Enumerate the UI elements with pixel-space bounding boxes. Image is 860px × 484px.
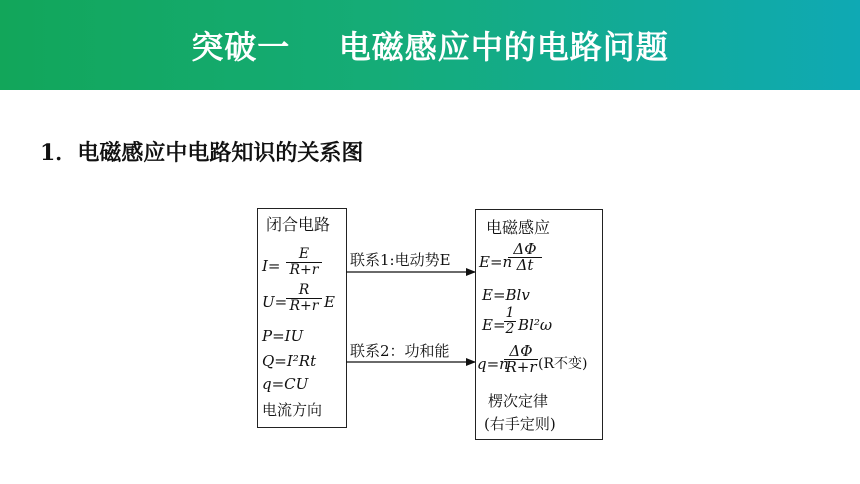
lenz-law-label: 楞次定律 (488, 392, 549, 410)
voltage-lhs: U= (262, 293, 288, 311)
rotating-emf-lhs: E= (482, 316, 506, 334)
rotating-emf-denominator: 2 (505, 321, 515, 337)
faraday-denominator: Δt (516, 256, 534, 274)
heat-formula: Q=I²Rt (262, 352, 317, 370)
link2-label: 联系2：功和能 (350, 342, 450, 360)
faraday-fraction (508, 242, 542, 273)
voltage-denominator: R+r (289, 298, 319, 314)
closed-circuit-title: 闭合电路 (266, 215, 331, 234)
ohm-law-lhs: I= (262, 257, 281, 275)
right-hand-rule-label: (右手定则) (484, 415, 556, 433)
rotating-emf-tail: Bl²ω (518, 316, 553, 334)
faraday-lhs: E=n (479, 253, 513, 271)
ohm-law-denominator: R+r (289, 262, 319, 278)
power-formula: P=IU (262, 327, 304, 345)
motional-emf-formula: E=Blv (482, 286, 530, 304)
voltage-numerator: R (286, 283, 322, 299)
ohm-law-numerator: E (286, 247, 322, 263)
faraday-numerator: ΔΦ (508, 242, 542, 258)
charge-fraction (504, 344, 538, 375)
page-title: 突破一 电磁感应中的电路问题 (191, 28, 669, 66)
charge-denominator: R+r (505, 358, 537, 376)
section-title: 电磁感应中电路知识的关系图 (77, 141, 364, 166)
current-direction-label: 电流方向 (262, 401, 323, 419)
em-induction-box (475, 209, 603, 440)
section-number: 1． (40, 140, 78, 166)
rotating-emf-fraction (504, 306, 516, 337)
charge-condition: (R不变) (538, 356, 588, 372)
charge-numerator: ΔΦ (504, 344, 538, 360)
voltage-tail: E (324, 293, 335, 311)
link1-label: 联系1:电动势E (350, 251, 451, 269)
rotating-emf-numerator: 1 (505, 305, 515, 321)
charge-lhs: q=n (477, 355, 509, 373)
charge-formula: q=CU (262, 375, 309, 393)
em-induction-title: 电磁感应 (486, 218, 551, 237)
